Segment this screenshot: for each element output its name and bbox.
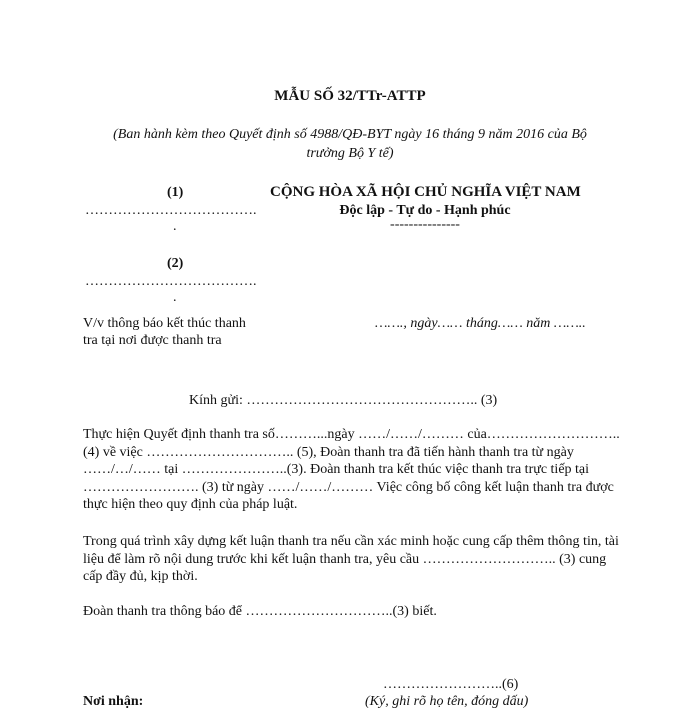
recipient-line: Kính gửi: ………………………………………….. (3) <box>189 393 498 408</box>
signature-title-blank: ……………………..(6) <box>383 677 519 692</box>
agency-code-1: (1) <box>167 185 184 200</box>
agency-blank-2-tail: . <box>173 290 177 305</box>
recipients-list-heading: Nơi nhận: <box>83 694 144 709</box>
agency-blank-1: ………………………………. <box>85 203 257 218</box>
subject-line-1: V/v thông báo kết thúc thanh <box>83 316 246 331</box>
place-date-line: ……., ngày…… tháng…… năm …….. <box>375 316 586 331</box>
agency-code-2: (2) <box>167 256 184 271</box>
form-title: MẪU SỐ 32/TTr-ATTP <box>274 88 426 104</box>
body-paragraph-2: Trong quá trình xây dựng kết luận thanh tra nếu cần xác minh hoặc cung cấp thêm thông tin, tài liệu để làm rõ nội dung trước khi kết luận thanh tra, yêu cầu ……………………….. (3) cung cấp đầy đủ, kịp thời. <box>83 534 619 584</box>
nation-title: CỘNG HÒA XÃ HỘI CHỦ NGHĨA VIỆT NAM <box>270 184 581 200</box>
subject-line-2: tra tại nơi được thanh tra <box>83 333 222 348</box>
national-motto: Độc lập - Tự do - Hạnh phúc <box>339 203 511 218</box>
body-paragraph-3: Đoàn thanh tra thông báo để …………………………..(3) biết. <box>83 604 437 619</box>
body-paragraph-1: Thực hiện Quyết định thanh tra số………...ngày ……/……/……… của……………………….. (4) về việc ………………………….. (5), Đoàn thanh tra đã tiến hành thanh tra từ ngày ……/…/…… tại …………………..(3). Đoàn thanh tra kết thúc việc thanh tra trực tiếp tại ……………………. (3) từ ngày ……/……/……… Việc công bố công kết luận thanh tra được thực hiện theo quy định của pháp luật. <box>83 427 620 512</box>
issuance-note: (Ban hành kèm theo Quyết định số 4988/QĐ-BYT ngày 16 tháng 9 năm 2016 của Bộ trưởng Bộ Y tế) <box>113 127 587 161</box>
agency-blank-1-tail: . <box>173 219 177 234</box>
motto-underline: --------------- <box>390 217 460 232</box>
agency-blank-2: ………………………………. <box>85 274 257 289</box>
signature-instruction: (Ký, ghi rõ họ tên, đóng dấu) <box>365 694 529 709</box>
